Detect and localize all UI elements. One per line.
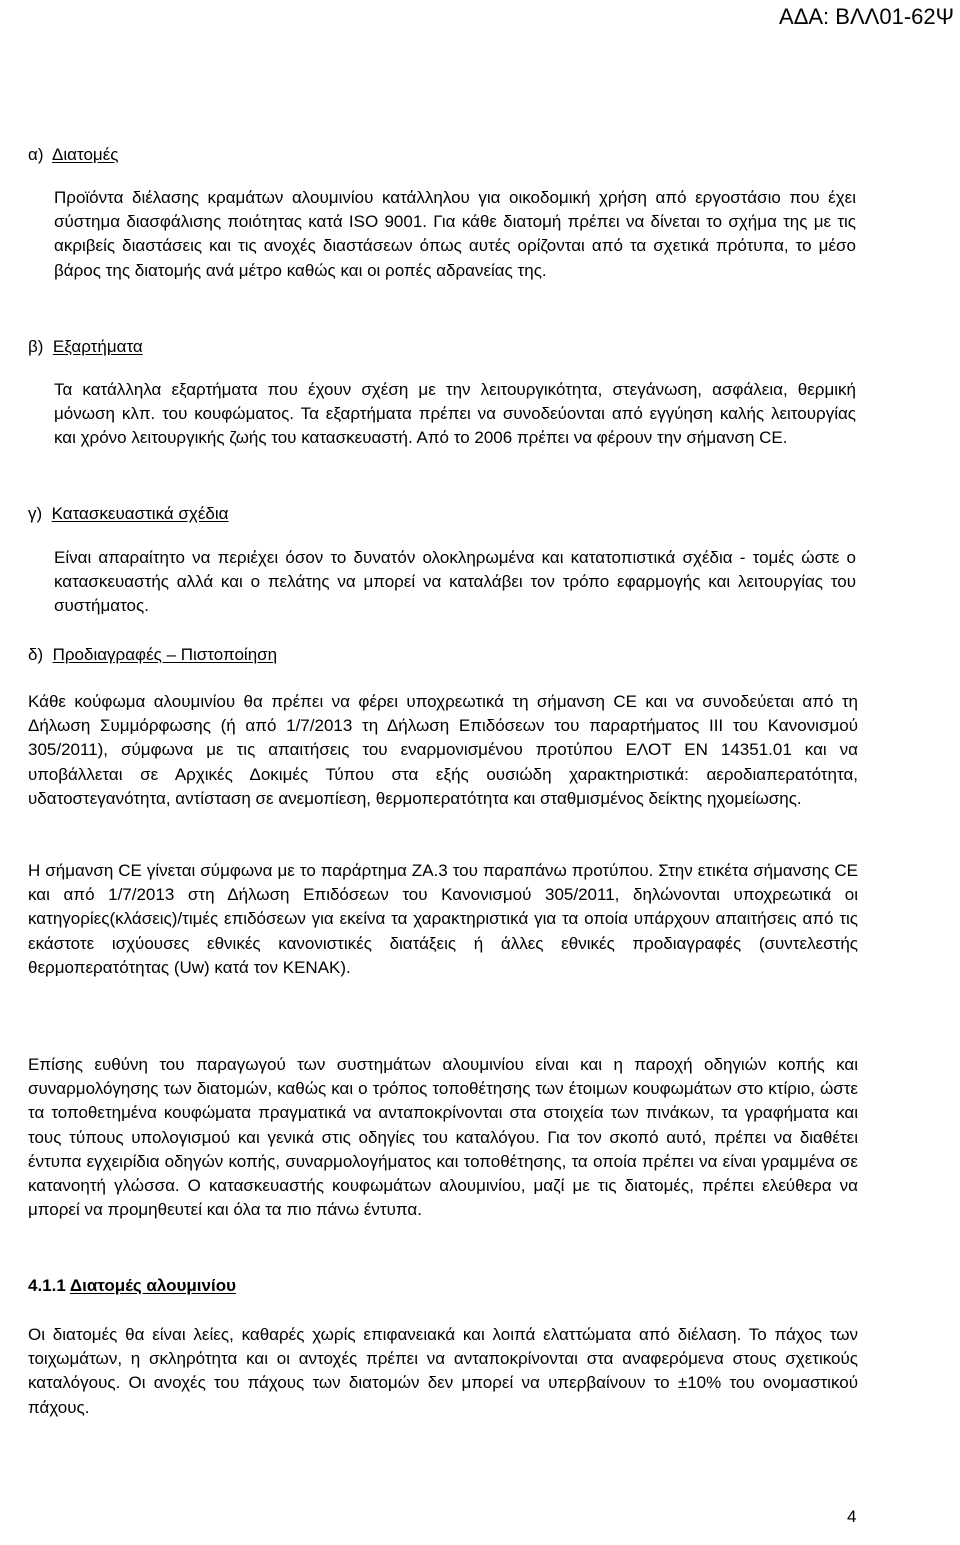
section-b-heading: [28, 335, 143, 359]
section-d-heading: [28, 643, 277, 667]
section-d-paragraph-2: Η σήμανση CE γίνεται σύμφωνα με το παράρτημα ΖΑ.3 του παραπάνω προτύπου. Στην ετικέτα σήμανσης CE και από 1/7/2013 στη Δήλωση Επιδόσεων του Κανονισμού 305/2011, δηλώνονται υποχρεωτικά οι κατηγορίες(κλάσεις)/τιμές επιδόσεων για εκείνα τα χαρακτηριστικά για τα οποία υπάρχουν απαιτήσεις από τις εκάστοτε ισχύουσες εθνικές κανονιστικές διατάξεις ή άλλες εθνικές προδιαγραφές (συντελεστής θερμοπερατότητας (Uw) κατά τον ΚΕΝΑΚ).: [28, 861, 858, 977]
section-b-marker: β): [28, 337, 44, 356]
ada-header: ΑΔΑ: ΒΛΛ01-62Ψ: [779, 4, 954, 29]
section-c-text: Είναι απαραίτητο να περιέχει όσον το δυνατόν ολοκληρωμένα και κατατοπιστικά σχέδια - τομές ώστε ο κατασκευαστής αλλά και ο πελάτης να μπορεί να καταλάβει τον τρόπο εφαρμογής και λειτουργίας του συστήματος.: [54, 548, 856, 616]
section-d-marker: δ): [28, 645, 44, 664]
subsection-title: Διατομές αλουμινίου: [69, 1276, 236, 1295]
section-c-marker: γ): [28, 504, 43, 523]
section-a-heading: [28, 143, 118, 167]
section-c-title: Κατασκευαστικά σχέδια: [51, 504, 229, 523]
section-a-title: Διατομές: [52, 145, 119, 164]
section-d-title: Προδιαγραφές – Πιστοποίηση: [52, 645, 278, 664]
section-b-title: Εξαρτήματα: [52, 337, 143, 356]
subsection-heading: [28, 1274, 236, 1298]
section-a-text: Προϊόντα διέλασης κραμάτων αλουμινίου κατάλληλου για οικοδομική χρήση από εργοστάσιο που έχει σύστημα διασφάλισης ποιότητας κατά ISO 9001. Για κάθε διατομή πρέπει να δίνεται το σχήμα της με τις ακριβείς διαστάσεις και τις ανοχές διαστάσεων όπως αυτές ορίζονται από τα σχετικά πρότυπα, το μέσο βάρος της διατομής ανά μέτρο καθώς και οι ροπές αδρανείας της.: [54, 188, 856, 280]
subsection-text: Οι διατομές θα είναι λείες, καθαρές χωρίς επιφανειακά και λοιπά ελαττώματα από διέλαση. Το πάχος των τοιχωμάτων, η σκληρότητα και οι αντοχές πρέπει να ανταποκρίνονται στα αναφερόμενα στους σχετικούς καταλόγους. Οι ανοχές του πάχους των διατομών δεν μπορεί να υπερβαίνουν το ±10% του ονομαστικού πάχους.: [28, 1325, 858, 1417]
section-d-paragraph-3: Επίσης ευθύνη του παραγωγού των συστημάτων αλουμινίου είναι και η παροχή οδηγιών κοπής και συναρμολόγησης των διατομών, καθώς και ο τρόπος τοποθέτησης των έτοιμων κουφωμάτων στο κτίριο, ώστε τα τοποθετημένα κουφώματα πραγματικά να ανταποκρίνονται στα στοιχεία των πινάκων, τα γραφήματα και τους τύπους υπολογισμού και γενικά στις οδηγίες του καταλόγου. Για τον σκοπό αυτό, πρέπει να διαθέτει έντυπα εγχειρίδια οδηγών κοπής, συναρμολογήματος και τοποθέτησης, τα οποία πρέπει να είναι γραμμένα σε κατανοητή γλώσσα. Ο κατασκευαστής κουφωμάτων αλουμινίου, μαζί με τις διατομές, πρέπει ελεύθερα να μπορεί να προμηθευτεί και όλα τα πιο πάνω έντυπα.: [28, 1055, 858, 1220]
subsection-number: 4.1.1: [28, 1276, 66, 1295]
section-a-marker: α): [28, 145, 44, 164]
section-c-heading: [28, 502, 228, 526]
section-d-paragraph-1: Κάθε κούφωμα αλουμινίου θα πρέπει να φέρει υποχρεωτικά τη σήμανση CE και να συνοδεύεται από τη Δήλωση Συμμόρφωσης (ή από 1/7/2013 τη Δήλωση Επιδόσεων του παραρτήματος ΙΙΙ του Κανονισμού 305/2011), σύμφωνα με τις απαιτήσεις του εναρμονισμένου προτύπου ΕΛΟΤ ΕΝ 14351.01 και να υποβάλλεται σε Αρχικές Δοκιμές Τύπου στα εξής ουσιώδη χαρακτηριστικά: αεροδιαπερατότητα, υδατοστεγανότητα, αντίσταση σε ανεμοπίεση, θερμοπερατότητα και σταθμισμένος δείκτης ηχομείωσης.: [28, 692, 858, 808]
page-number: 4: [847, 1507, 857, 1526]
section-b-text: Τα κατάλληλα εξαρτήματα που έχουν σχέση με την λειτουργικότητα, στεγάνωση, ασφάλεια, θερμική μόνωση κλπ. του κουφώματος. Τα εξαρτήματα πρέπει να συνοδεύονται από εγγύηση καλής λειτουργίας και χρόνο λειτουργικής ζωής του κατασκευαστή. Από το 2006 πρέπει να φέρουν την σήμανση CE.: [54, 380, 856, 448]
